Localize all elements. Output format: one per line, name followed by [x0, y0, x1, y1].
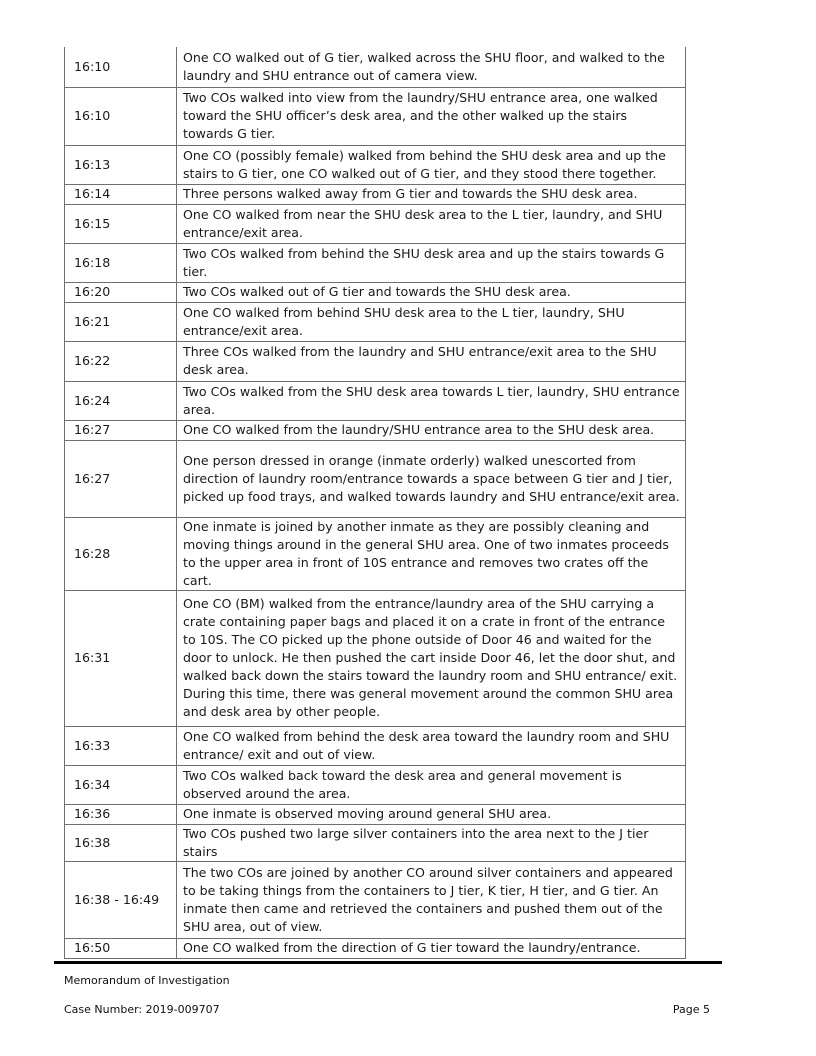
description-cell: One CO (possibly female) walked from behind the SHU desk area and up the stairs to G tier, one CO walked out of G tier, and they stood there together.	[177, 145, 686, 184]
table-row	[65, 243, 686, 282]
description-cell: Two COs walked from the SHU desk area towards L tier, laundry, SHU entrance area.	[177, 381, 686, 420]
table-row	[65, 726, 686, 765]
table-row	[65, 302, 686, 341]
description-cell: Two COs pushed two large silver containers into the area next to the J tier stairs	[177, 824, 686, 861]
table-row	[65, 184, 686, 204]
time-cell: 16:38	[65, 824, 177, 861]
table-row	[65, 341, 686, 381]
time-cell: 16:24	[65, 381, 177, 420]
description-cell: The two COs are joined by another CO around silver containers and appeared to be taking things from the containers to J tier, K tier, H tier, and G tier. An inmate then came and retrieved the containers and pushed them out of the SHU area, out of view.	[177, 861, 686, 938]
page-number: Page 5	[672, 1003, 710, 1016]
time-cell: 16:50	[65, 938, 177, 958]
time-cell: 16:27	[65, 440, 177, 517]
table-row	[65, 861, 686, 938]
table-row	[65, 590, 686, 726]
description-cell: One CO walked from behind the desk area toward the laundry room and SHU entrance/ exit and out of view.	[177, 726, 686, 765]
description-cell: One person dressed in orange (inmate orderly) walked unescorted from direction of laundry room/entrance towards a space between G tier and J tier, picked up food trays, and walked towards laundry and SHU entrance/exit area.	[177, 440, 686, 517]
table-row	[65, 87, 686, 145]
case-number: Case Number: 2019-009707	[64, 1003, 220, 1016]
table-row	[65, 282, 686, 302]
time-cell: 16:14	[65, 184, 177, 204]
time-cell: 16:13	[65, 145, 177, 184]
table-row	[65, 938, 686, 958]
description-cell: One CO walked from the direction of G tier toward the laundry/entrance.	[177, 938, 686, 958]
description-cell: One CO walked out of G tier, walked across the SHU floor, and walked to the laundry and SHU entrance out of camera view.	[177, 47, 686, 87]
time-cell: 16:22	[65, 341, 177, 381]
description-cell: Two COs walked out of G tier and towards the SHU desk area.	[177, 282, 686, 302]
time-cell: 16:31	[65, 590, 177, 726]
table-row	[65, 381, 686, 420]
table-row	[65, 440, 686, 517]
time-cell: 16:10	[65, 87, 177, 145]
time-cell: 16:18	[65, 243, 177, 282]
description-cell: One CO walked from behind SHU desk area to the L tier, laundry, SHU entrance/exit area.	[177, 302, 686, 341]
description-cell: One CO walked from near the SHU desk area to the L tier, laundry, and SHU entrance/exit area.	[177, 204, 686, 243]
table-row	[65, 765, 686, 804]
time-cell: 16:15	[65, 204, 177, 243]
time-cell: 16:34	[65, 765, 177, 804]
time-cell: 16:36	[65, 804, 177, 824]
table-row	[65, 804, 686, 824]
time-cell: 16:38 - 16:49	[65, 861, 177, 938]
description-cell: One inmate is observed moving around general SHU area.	[177, 804, 686, 824]
description-cell: Two COs walked back toward the desk area and general movement is observed around the area.	[177, 765, 686, 804]
description-cell: One CO (BM) walked from the entrance/laundry area of the SHU carrying a crate containing paper bags and placed it on a crate in front of the entrance to 10S. The CO picked up the phone outside of Door 46 and waited for the door to unlock. He then pushed the cart inside Door 46, let the door shut, and walked back down the stairs toward the laundry room and SHU entrance/ exit. During this time, there was general movement around the common SHU area and desk area by other people.	[177, 590, 686, 726]
memo-title: Memorandum of Investigation	[64, 974, 230, 987]
time-cell: 16:33	[65, 726, 177, 765]
description-cell: Two COs walked into view from the laundry/SHU entrance area, one walked toward the SHU officer’s desk area, and the other walked up the stairs towards G tier.	[177, 87, 686, 145]
time-cell: 16:10	[65, 47, 177, 87]
table-row	[65, 204, 686, 243]
description-cell: One CO walked from the laundry/SHU entrance area to the SHU desk area.	[177, 420, 686, 440]
time-cell: 16:27	[65, 420, 177, 440]
time-cell: 16:21	[65, 302, 177, 341]
table-row	[65, 517, 686, 590]
description-cell: Two COs walked from behind the SHU desk area and up the stairs towards G tier.	[177, 243, 686, 282]
description-cell: Three COs walked from the laundry and SHU entrance/exit area to the SHU desk area.	[177, 341, 686, 381]
table-row	[65, 145, 686, 184]
description-cell: Three persons walked away from G tier and towards the SHU desk area.	[177, 184, 686, 204]
description-cell: One inmate is joined by another inmate as they are possibly cleaning and moving things around in the general SHU area. One of two inmates proceeds to the upper area in front of 10S entrance and removes two crates off the cart.	[177, 517, 686, 590]
surveillance-log-table	[64, 47, 686, 959]
footer-divider	[54, 961, 722, 964]
table-row	[65, 420, 686, 440]
time-cell: 16:20	[65, 282, 177, 302]
time-cell: 16:28	[65, 517, 177, 590]
table-row	[65, 824, 686, 861]
table-row	[65, 47, 686, 87]
